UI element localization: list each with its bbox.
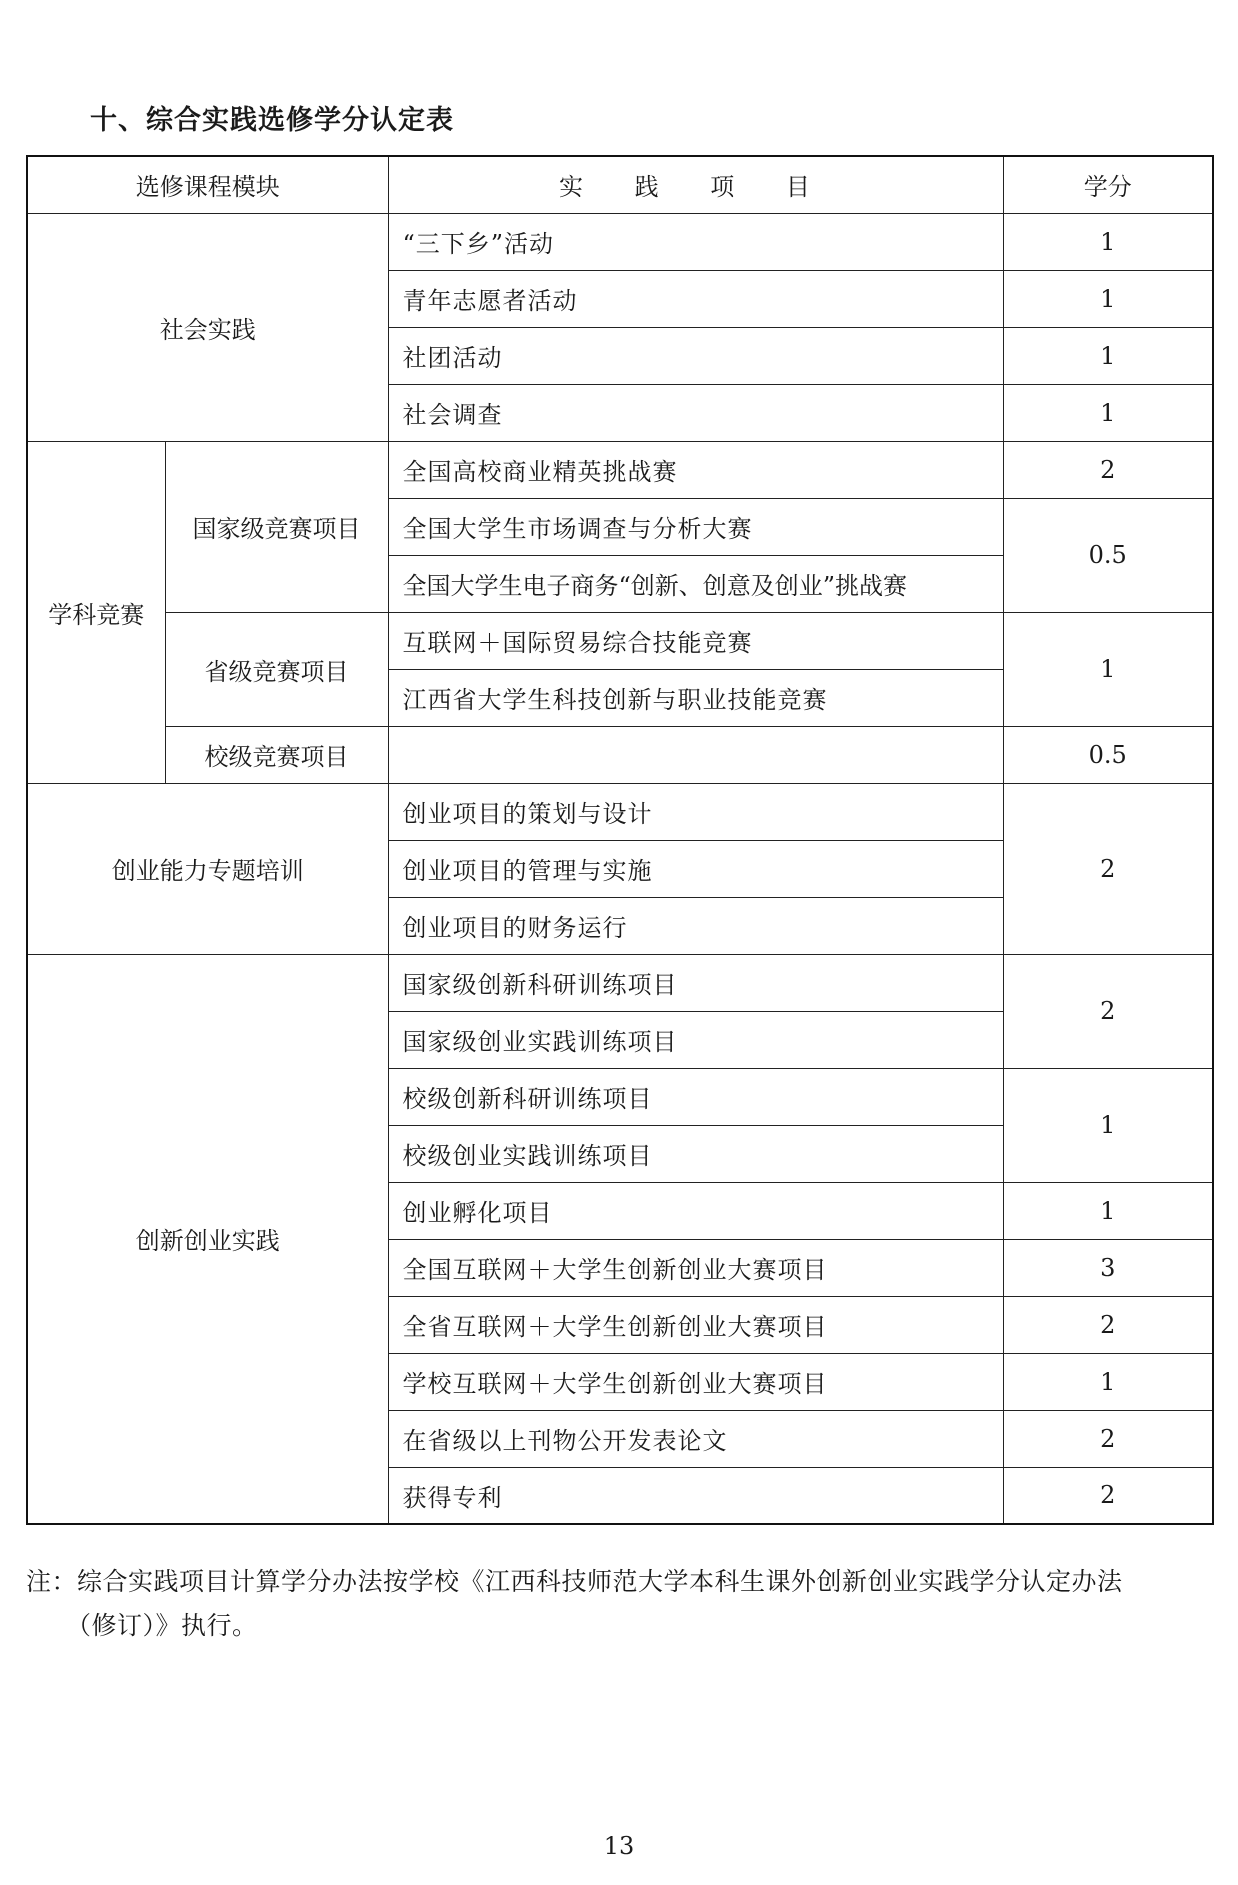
table-row: [27, 726, 1213, 783]
table-row: [27, 783, 1213, 840]
module-innovation-practice: 创新创业实践: [27, 954, 388, 1524]
module-competition: 学科竞赛: [27, 441, 165, 783]
item-cell: 创业项目的财务运行: [388, 897, 1003, 954]
credit-cell: 3: [1003, 1239, 1213, 1296]
credit-cell: 2: [1003, 1296, 1213, 1353]
section-title: 十、综合实践选修学分认定表: [90, 105, 454, 136]
credit-cell: 1: [1003, 612, 1213, 726]
header-item: 实 践 项 目: [388, 156, 1003, 213]
credit-cell: 1: [1003, 1353, 1213, 1410]
credit-cell: 0.5: [1003, 498, 1213, 612]
credit-cell: 1: [1003, 384, 1213, 441]
item-cell: 校级创业实践训练项目: [388, 1125, 1003, 1182]
item-cell: 互联网＋国际贸易综合技能竞赛: [388, 612, 1003, 669]
credit-cell: 0.5: [1003, 726, 1213, 783]
table-row: [27, 954, 1213, 1011]
table-row: [27, 213, 1213, 270]
item-cell: [388, 726, 1003, 783]
credit-cell: 2: [1003, 1467, 1213, 1524]
table-row: [27, 441, 1213, 498]
item-cell: 校级创新科研训练项目: [388, 1068, 1003, 1125]
footnote-line-1: 注：综合实践项目计算学分办法按学校《江西科技师范大学本科生课外创新创业实践学分认定办法: [26, 1567, 1123, 1596]
page-number: 13: [603, 1832, 635, 1860]
item-cell: 社会调查: [388, 384, 1003, 441]
footnote-line-2: （修订）》执行。: [66, 1611, 258, 1640]
credit-cell: 2: [1003, 1410, 1213, 1467]
credit-cell: 2: [1003, 783, 1213, 954]
header-module: 选修课程模块: [27, 156, 388, 213]
item-cell: 青年志愿者活动: [388, 270, 1003, 327]
item-cell: 全国大学生市场调查与分析大赛: [388, 498, 1003, 555]
table-row: [27, 612, 1213, 669]
item-cell: 获得专利: [388, 1467, 1003, 1524]
sub-module-school: 校级竞赛项目: [165, 726, 388, 783]
item-cell: 全省互联网＋大学生创新创业大赛项目: [388, 1296, 1003, 1353]
item-cell: 在省级以上刊物公开发表论文: [388, 1410, 1003, 1467]
credit-cell: 1: [1003, 1068, 1213, 1182]
credit-cell: 1: [1003, 327, 1213, 384]
credit-cell: 2: [1003, 954, 1213, 1068]
credit-cell: 1: [1003, 270, 1213, 327]
item-cell: 社团活动: [388, 327, 1003, 384]
table-header-row: [27, 156, 1213, 213]
item-cell: 学校互联网＋大学生创新创业大赛项目: [388, 1353, 1003, 1410]
item-cell: 创业孵化项目: [388, 1182, 1003, 1239]
credit-cell: 1: [1003, 1182, 1213, 1239]
header-credit: 学分: [1003, 156, 1213, 213]
item-cell: 国家级创新科研训练项目: [388, 954, 1003, 1011]
item-cell: 国家级创业实践训练项目: [388, 1011, 1003, 1068]
sub-module-national: 国家级竞赛项目: [165, 441, 388, 612]
item-cell: 创业项目的策划与设计: [388, 783, 1003, 840]
item-cell: 创业项目的管理与实施: [388, 840, 1003, 897]
item-cell: “三下乡”活动: [388, 213, 1003, 270]
footnote: [26, 1560, 1216, 1648]
credit-table: [26, 155, 1214, 1525]
item-cell: 全国大学生电子商务“创新、创意及创业”挑战赛: [388, 555, 1003, 612]
sub-module-provincial: 省级竞赛项目: [165, 612, 388, 726]
module-entrepreneurship-training: 创业能力专题培训: [27, 783, 388, 954]
item-cell: 江西省大学生科技创新与职业技能竞赛: [388, 669, 1003, 726]
credit-cell: 2: [1003, 441, 1213, 498]
module-social-practice: 社会实践: [27, 213, 388, 441]
item-cell: 全国高校商业精英挑战赛: [388, 441, 1003, 498]
item-cell: 全国互联网＋大学生创新创业大赛项目: [388, 1239, 1003, 1296]
credit-cell: 1: [1003, 213, 1213, 270]
